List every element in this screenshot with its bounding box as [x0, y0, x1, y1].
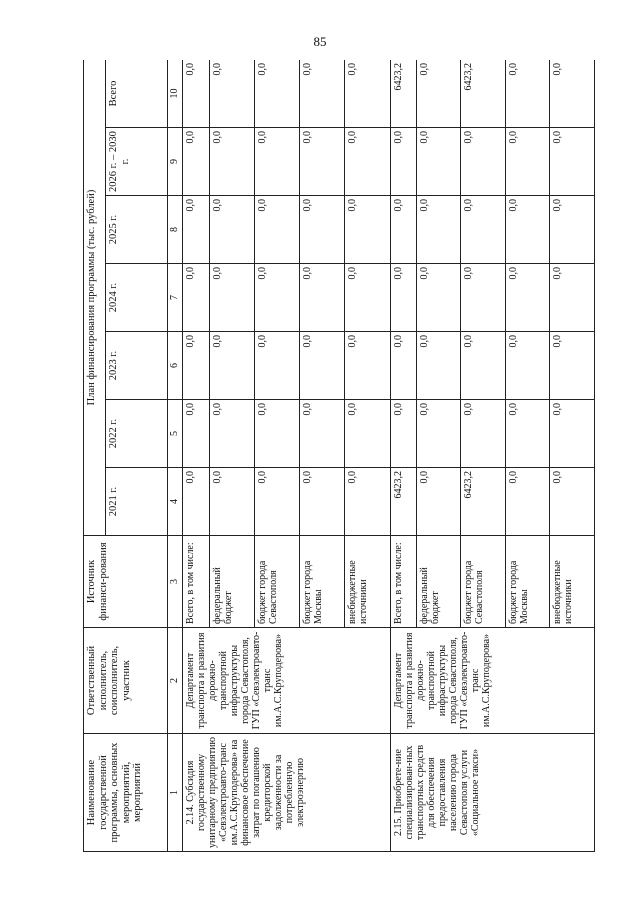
year-value: 0,0 — [550, 264, 595, 332]
year-value: 0,0 — [390, 332, 416, 400]
header-total: Всего — [106, 60, 168, 128]
column-number: 6 — [168, 332, 183, 400]
funding-source: бюджет города Севастополя — [461, 536, 505, 628]
total-value: 6423,2 — [461, 60, 505, 128]
year-value: 0,0 — [183, 264, 210, 332]
year-value: 0,0 — [254, 332, 299, 400]
header-year: 2025 г. — [106, 196, 168, 264]
year-value: 0,0 — [183, 332, 210, 400]
total-value: 0,0 — [345, 60, 390, 128]
funding-source: внебюджетные источники — [550, 536, 595, 628]
year-value: 0,0 — [416, 400, 460, 468]
year-value: 0,0 — [254, 128, 299, 196]
year-value: 0,0 — [461, 128, 505, 196]
year-value: 0,0 — [345, 332, 390, 400]
funding-source: федеральный бюджет — [416, 536, 460, 628]
year-value: 0,0 — [461, 332, 505, 400]
year-value: 0,0 — [390, 128, 416, 196]
header-year: 2024 г. — [106, 264, 168, 332]
column-number: 7 — [168, 264, 183, 332]
responsible-executor: Департамент транспорта и развития дорожно-транспортной инфраструктуры города Севастополя, ГУП «Севэлектроавто-транс им.А.С.Круподерова» — [183, 628, 391, 734]
year-value: 0,0 — [300, 332, 345, 400]
year-value: 0,0 — [505, 468, 549, 536]
year-value: 0,0 — [345, 400, 390, 468]
year-value: 0,0 — [209, 196, 254, 264]
year-value: 0,0 — [550, 400, 595, 468]
measure-name: 2.14. Субсидия государственному унитарному предприятию «Севэлектроавто-транс им.А.С.Круподерова» на финансовое обеспечение затрат по погашению кредиторской задолженности за потребленную электроэнергию — [183, 734, 391, 852]
year-value: 0,0 — [209, 332, 254, 400]
year-value: 0,0 — [209, 400, 254, 468]
year-value: 0,0 — [461, 264, 505, 332]
year-value: 0,0 — [254, 468, 299, 536]
column-number: 9 — [168, 128, 183, 196]
total-value: 0,0 — [300, 60, 345, 128]
year-value: 6423,2 — [390, 468, 416, 536]
column-number: 3 — [168, 536, 183, 628]
year-value: 0,0 — [183, 196, 210, 264]
funding-source: Всего, в том числе: — [390, 536, 416, 628]
header-source: Источник финанси-рования — [84, 536, 168, 628]
financing-plan-table — [83, 60, 595, 852]
year-value: 0,0 — [300, 196, 345, 264]
funding-source: Всего, в том числе: — [183, 536, 210, 628]
year-value: 0,0 — [416, 196, 460, 264]
header-name: Наименование государственной программы, основных мероприятий, мероприятий — [84, 734, 168, 852]
year-value: 0,0 — [345, 196, 390, 264]
table-row — [183, 60, 210, 852]
total-value: 0,0 — [505, 60, 549, 128]
total-value: 0,0 — [254, 60, 299, 128]
year-value: 0,0 — [550, 196, 595, 264]
year-value: 0,0 — [300, 264, 345, 332]
year-value: 0,0 — [209, 468, 254, 536]
column-number: 4 — [168, 468, 183, 536]
funding-source: бюджет города Севастополя — [254, 536, 299, 628]
year-value: 0,0 — [416, 332, 460, 400]
year-value: 0,0 — [461, 196, 505, 264]
year-value: 0,0 — [390, 264, 416, 332]
header-year: 2022 г. — [106, 400, 168, 468]
year-value: 0,0 — [390, 196, 416, 264]
year-value: 6423,2 — [461, 468, 505, 536]
year-value: 0,0 — [183, 468, 210, 536]
funding-source: федеральный бюджет — [209, 536, 254, 628]
year-value: 0,0 — [550, 332, 595, 400]
total-value: 0,0 — [550, 60, 595, 128]
page-number: 85 — [313, 34, 327, 49]
total-value: 0,0 — [183, 60, 210, 128]
year-value: 0,0 — [345, 468, 390, 536]
column-number: 8 — [168, 196, 183, 264]
column-number: 5 — [168, 400, 183, 468]
total-value: 0,0 — [209, 60, 254, 128]
year-value: 0,0 — [300, 468, 345, 536]
rotated-table-container — [83, 60, 595, 852]
year-value: 0,0 — [254, 196, 299, 264]
responsible-executor: Департамент транспорта и развития дорожно-транспортной инфраструктуры города Севастополя, ГУП «Севэлектроавто-транс им.А.С.Круподерова» — [390, 628, 594, 734]
total-value: 0,0 — [416, 60, 460, 128]
year-value: 0,0 — [461, 400, 505, 468]
column-number: 1 — [168, 734, 183, 852]
year-value: 0,0 — [254, 264, 299, 332]
table-header — [84, 60, 183, 852]
funding-source: бюджет города Москвы — [300, 536, 345, 628]
year-value: 0,0 — [209, 128, 254, 196]
year-value: 0,0 — [209, 264, 254, 332]
header-executor: Ответственный исполнитель, соисполнитель, участник — [84, 628, 168, 734]
year-value: 0,0 — [183, 128, 210, 196]
funding-source: внебюджетные источники — [345, 536, 390, 628]
year-value: 0,0 — [300, 128, 345, 196]
funding-source: бюджет города Москвы — [505, 536, 549, 628]
measure-name: 2.15. Приобрете-ние специализирован-ных транспортных средств для обеспечения предоставления населению города Севастополя услуги «Социальное такси» — [390, 734, 594, 852]
year-value: 0,0 — [254, 400, 299, 468]
table-body — [183, 60, 595, 852]
year-value: 0,0 — [416, 468, 460, 536]
header-year: 2021 г. — [106, 468, 168, 536]
year-value: 0,0 — [345, 128, 390, 196]
year-value: 0,0 — [505, 332, 549, 400]
year-value: 0,0 — [300, 400, 345, 468]
header-year: 2023 г. — [106, 332, 168, 400]
year-value: 0,0 — [550, 468, 595, 536]
total-value: 6423,2 — [390, 60, 416, 128]
year-value: 0,0 — [505, 264, 549, 332]
year-value: 0,0 — [183, 400, 210, 468]
table-row — [390, 60, 416, 852]
column-number: 2 — [168, 628, 183, 734]
year-value: 0,0 — [390, 400, 416, 468]
year-value: 0,0 — [345, 264, 390, 332]
rotated-page-area — [83, 60, 595, 852]
year-value: 0,0 — [416, 264, 460, 332]
column-number: 10 — [168, 60, 183, 128]
header-year: 2026 г. – 2030 г. — [106, 128, 168, 196]
year-value: 0,0 — [416, 128, 460, 196]
year-value: 0,0 — [550, 128, 595, 196]
year-value: 0,0 — [505, 196, 549, 264]
year-value: 0,0 — [505, 400, 549, 468]
header-plan: План финансирования программы (тыс. рублей) — [84, 60, 106, 536]
year-value: 0,0 — [505, 128, 549, 196]
